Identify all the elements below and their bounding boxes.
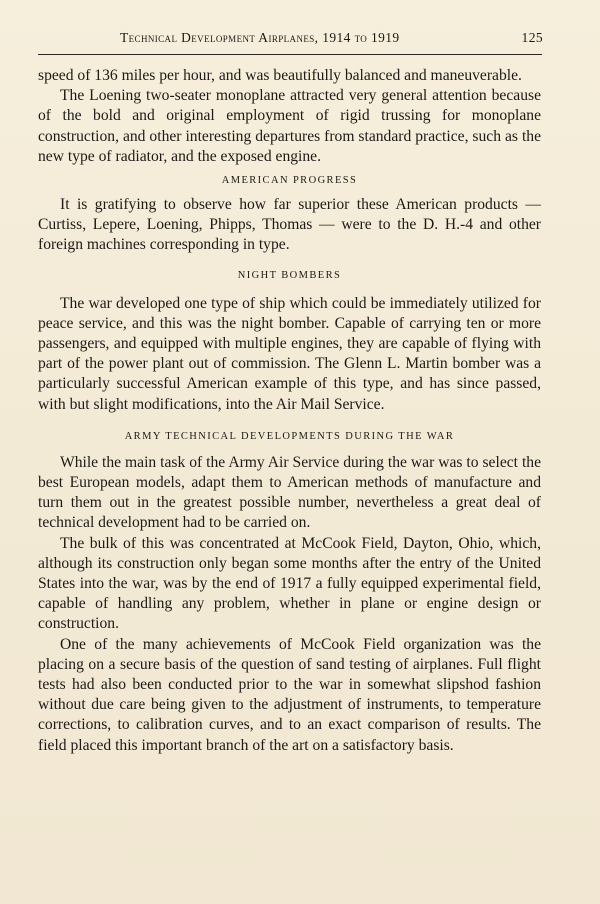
paragraph-night-bombers: The war developed one type of ship which could be immediately utilized for peace service, and this was the night bomber. Capable of carrying ten or more passengers, and equipped with multiple engines, they are capable of flying with part of the power plant out of commission. The Glenn L. Martin bomber was a particularly successful American example of this type, and has since passed, with but slight modifications, into the Air Mail Service. <box>38 294 541 413</box>
paragraph-continuation: speed of 136 miles per hour, and was beautifully balanced and maneuverable. <box>38 67 522 84</box>
paragraph-army-main-task: While the main task of the Army Air Service during the war was to select the best European models, adapt them to American methods of manufacture and turn them out in the greatest possible number, nevertheless a great deal of technical development had to be carried on. <box>38 453 541 532</box>
running-header <box>40 30 543 52</box>
paragraph-american-progress: It is gratifying to observe how far superior these American products — Curtiss, Lepere, Loening, Phipps, Thomas — were to the D. H.-4 and other foreign machines corresponding in type. <box>38 196 541 254</box>
paragraph-loening: The Loening two-seater monoplane attracted very general attention because of the bold and original employment of rigid trussing for monoplane construction, and other interesting departures from standard practice, such as the new type of radiator, and the exposed engine. <box>38 87 541 165</box>
section-heading-american-progress: AMERICAN PROGRESS <box>221 175 358 187</box>
page-body <box>38 66 541 756</box>
page-number: 125 <box>521 30 543 45</box>
section-heading-army-technical: ARMY TECHNICAL DEVELOPMENTS DURING THE WAR <box>124 430 455 442</box>
running-title: Technical Development Airplanes, 1914 to 1919 <box>120 30 400 45</box>
paragraph-sand-testing: One of the many achievements of McCook Field organization was the placing on a secure basis of the question of sand testing of airplanes. Full flight tests had also been conducted prior to the war in somewhat slipshod fashion without due care being given to the adjustment of instruments, to temperature corrections, to calibration curves, and to an exact comparison of results. The field placed this important branch of the art on a satisfactory basis. <box>38 635 541 754</box>
section-heading-night-bombers: NIGHT BOMBERS <box>237 269 342 281</box>
header-rule <box>38 54 542 55</box>
paragraph-mccook-field: The bulk of this was concentrated at McCook Field, Dayton, Ohio, which, although its construction only began some months after the entry of the United States into the war, was by the end of 1917 a fully equipped experimental field, capable of handling any problem, whether in plane or engine design or construction. <box>38 534 541 633</box>
